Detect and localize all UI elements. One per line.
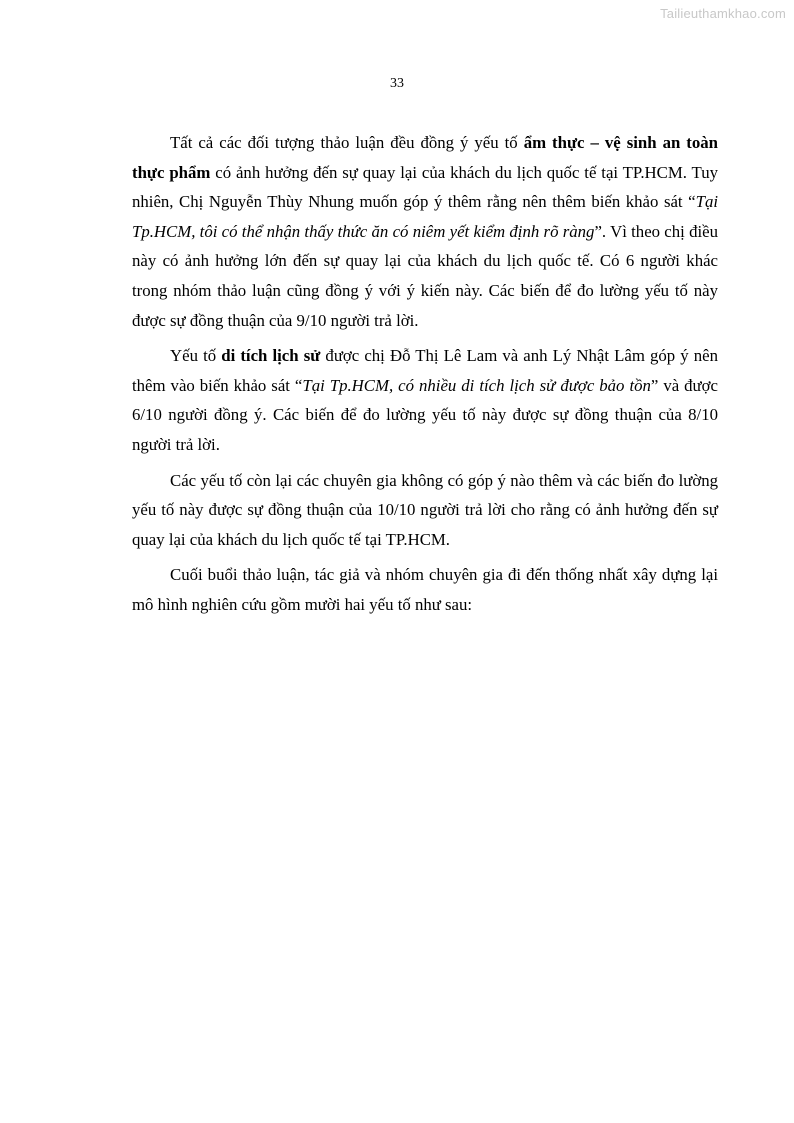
paragraph-food-safety [132, 128, 718, 335]
bold-term-historical-sites: di tích lịch sử [221, 346, 321, 366]
watermark-text: Tailieuthamkhao.com [660, 6, 786, 21]
paragraph-text: được chị Đỗ Thị Lê Lam và anh Lý Nhật Lâm góp ý nên thêm vào biến khảo sát “ [132, 346, 718, 395]
italic-survey-item: Tại Tp.HCM, tôi có thể nhận thấy thức ăn có niêm yết kiểm định rõ ràng [132, 192, 718, 241]
paragraph-text: Yếu tố [170, 346, 222, 366]
page-number: 33 [390, 76, 404, 91]
document-body [132, 128, 718, 626]
bold-term-food-safety: ẩm thực – vệ sinh an toàn thực phẩm [132, 133, 718, 182]
paragraph-text: có ảnh hưởng đến sự quay lại của khách du lịch quốc tế tại TP.HCM. Tuy nhiên, Chị Nguyễn Thùy Nhung muốn góp ý thêm rằng nên thêm biến khảo sát “ [132, 162, 719, 212]
italic-survey-item: Tại Tp.HCM, có nhiều di tích lịch sử được bảo tồn [302, 375, 651, 395]
paragraph-historical-sites [132, 341, 718, 459]
paragraph-text: Tất cả các đối tượng thảo luận đều đồng ý yếu tố [170, 133, 524, 152]
paragraph-text: ”. Vì theo chị điều này có ảnh hưởng lớn đến sự quay lại của khách du lịch quốc tế. Có 6 người khác trong nhóm thảo luận cũng đồng ý với ý kiến này. Các biến để đo lường yếu tố này được sự đồng thuận của 9/10 người trả lời. [132, 221, 718, 330]
paragraph-remaining-factors: Các yếu tố còn lại các chuyên gia không có góp ý nào thêm và các biến đo lường yếu tố này được sự đồng thuận của 10/10 người trả lời cho rằng có ảnh hưởng đến sự quay lại của khách du lịch quốc tế tại TP.HCM. [132, 470, 718, 549]
paragraph-text: ” và được 6/10 người đồng ý. Các biến để đo lường yếu tố này được sự đồng thuận của 8/10 người trả lời. [132, 375, 718, 454]
paragraph-conclusion: Cuối buổi thảo luận, tác giả và nhóm chuyên gia đi đến thống nhất xây dựng lại mô hình nghiên cứu gồm mười hai yếu tố như sau: [132, 565, 718, 614]
